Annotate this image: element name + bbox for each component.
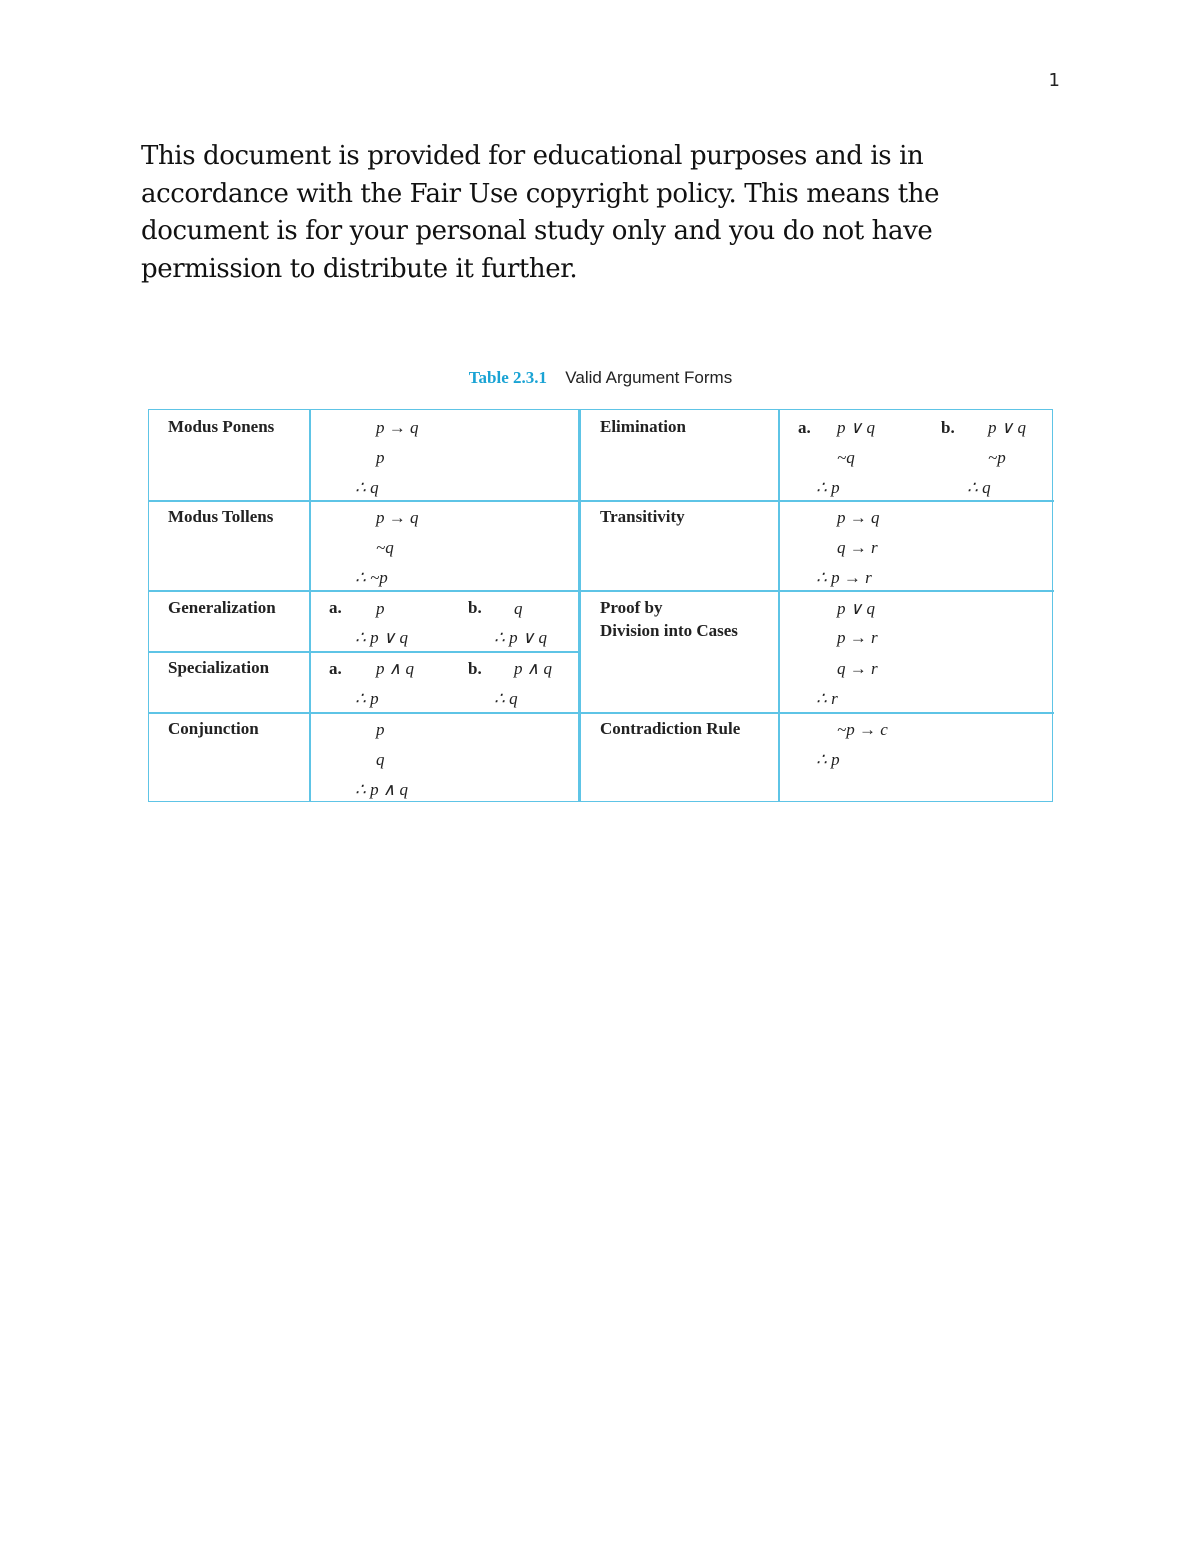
variant-a-label: a. — [329, 659, 342, 678]
rule-name-generalization: Generalization — [168, 598, 276, 617]
rule-name-conjunction: Conjunction — [168, 719, 259, 738]
formula-line: ∴ r — [816, 689, 838, 708]
variant-b-label: b. — [468, 659, 482, 678]
table-divider — [580, 500, 1054, 502]
formula-line: ∴ p — [355, 689, 379, 708]
table-divider — [149, 590, 580, 592]
table-divider — [149, 651, 580, 653]
formula-line: q — [376, 750, 385, 769]
page-number: 1 — [1048, 70, 1060, 91]
formula-line: p — [376, 448, 385, 467]
notice-line: document is for your personal study only and you do not have — [141, 216, 933, 246]
table-divider — [149, 500, 580, 502]
fair-use-notice — [141, 138, 1041, 288]
table-title: Valid Argument Forms — [565, 368, 733, 387]
formula-line: p — [376, 599, 385, 618]
notice-line: permission to distribute it further. — [141, 253, 578, 284]
formula-line: p → q — [837, 508, 880, 527]
table-divider — [580, 712, 1054, 714]
formula-line: ~q — [376, 538, 394, 557]
valid-argument-forms-table — [148, 409, 1053, 802]
formula-line: ∴ q — [494, 689, 518, 708]
rule-name-specialization: Specialization — [168, 658, 270, 677]
formula-line: q → r — [837, 538, 878, 557]
table-divider — [578, 410, 581, 801]
formula-line: ~p — [988, 448, 1006, 467]
formula-line: p → r — [837, 628, 878, 647]
formula-line: p → q — [376, 508, 419, 527]
formula-line: ∴ p ∧ q — [355, 780, 409, 799]
rule-name-contradiction: Contradiction Rule — [600, 719, 741, 738]
table-divider — [309, 410, 311, 801]
table-divider — [580, 590, 1054, 592]
formula-line: ∴ p → r — [816, 568, 872, 587]
formula-line: p ∧ q — [376, 659, 414, 678]
formula-line: ~p → c — [837, 720, 888, 739]
formula-line: ∴ q — [967, 478, 991, 497]
formula-line: p ∨ q — [988, 418, 1026, 437]
formula-line: ∴ p — [816, 478, 840, 497]
formula-line: q — [514, 599, 523, 618]
rule-name-line: Proof by — [600, 598, 663, 617]
formula-line: p → q — [376, 418, 419, 437]
rule-name-transitivity: Transitivity — [600, 507, 685, 526]
formula-line: p ∧ q — [514, 659, 552, 678]
formula-line: ∴ p — [816, 750, 840, 769]
variant-b-label: b. — [468, 598, 482, 617]
formula-line: p ∨ q — [837, 599, 875, 618]
variant-a-label: a. — [798, 418, 811, 437]
formula-line: ~q — [837, 448, 855, 467]
table-divider — [149, 712, 580, 714]
rule-name-modus-ponens: Modus Ponens — [168, 417, 275, 436]
formula-line: q → r — [837, 659, 878, 678]
formula-line: p ∨ q — [837, 418, 875, 437]
table-number: Table 2.3.1 — [468, 368, 548, 387]
rule-name-elimination: Elimination — [600, 417, 686, 436]
notice-line: This document is provided for educational purposes and is in — [141, 141, 924, 171]
table-caption — [148, 368, 1053, 388]
table-divider — [778, 410, 780, 801]
formula-line: ∴ ~p — [355, 568, 388, 587]
notice-line: accordance with the Fair Use copyright policy. This means the — [141, 178, 940, 209]
rule-name-proof-by-cases — [600, 596, 738, 642]
formula-line: ∴ p ∨ q — [355, 628, 409, 647]
formula-line: p — [376, 720, 385, 739]
formula-line: ∴ q — [355, 478, 379, 497]
rule-name-line: Division into Cases — [600, 621, 738, 640]
variant-a-label: a. — [329, 598, 342, 617]
variant-b-label: b. — [941, 418, 955, 437]
formula-line: ∴ p ∨ q — [494, 628, 548, 647]
rule-name-modus-tollens: Modus Tollens — [168, 507, 274, 526]
